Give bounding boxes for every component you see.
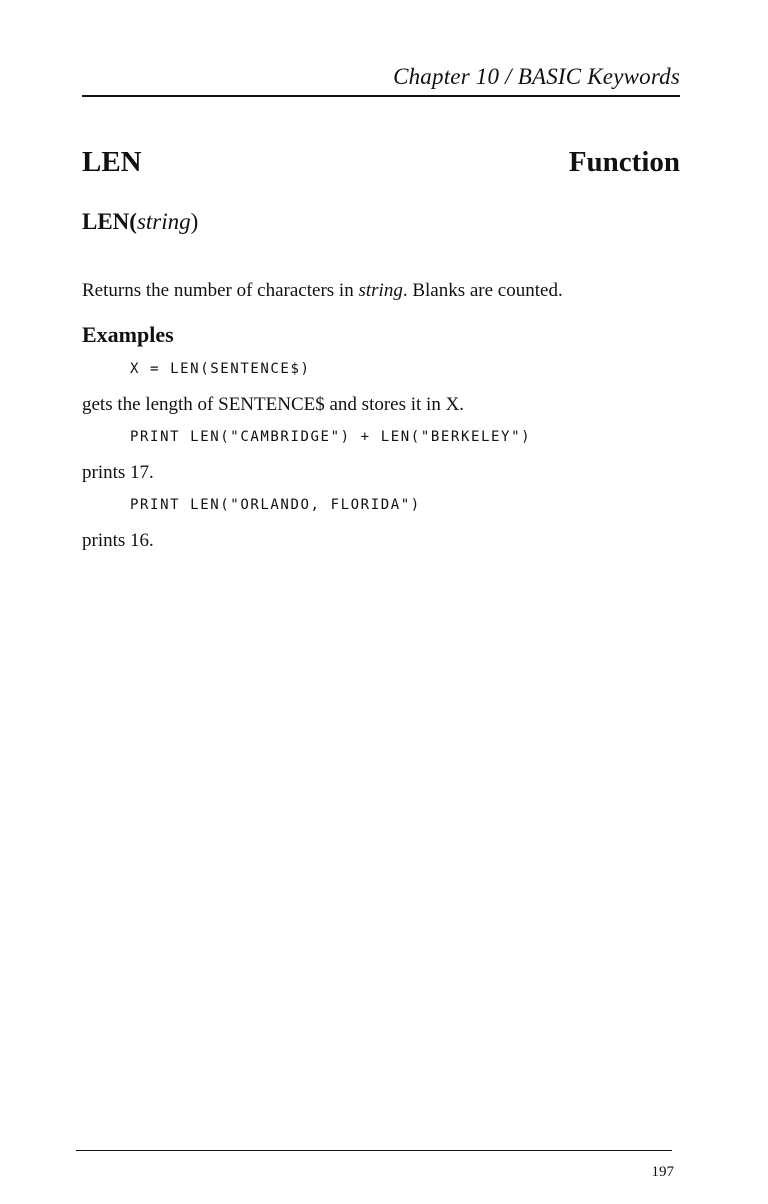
example-explanation-1: gets the length of SENTENCE$ and stores it in X. [82,394,465,415]
syntax-keyword: LEN( [82,209,137,234]
example-code-1: X = LEN(SENTENCE$) [130,361,311,377]
keyword-type: Function [568,146,680,178]
description-before: Returns the number of characters in [82,280,359,301]
page-number: 197 [651,1164,674,1180]
description-after: . Blanks are counted. [402,280,563,301]
syntax-line [82,209,198,235]
syntax-close: ) [190,209,199,234]
running-head: Chapter 10 / BASIC Keywords [393,64,680,89]
footer-rule [76,1150,672,1151]
example-code-3: PRINT LEN("ORLANDO, FLORIDA") [130,497,421,513]
examples-heading: Examples [82,322,174,347]
keyword-title: LEN [82,146,142,178]
example-code-2: PRINT LEN("CAMBRIDGE") + LEN("BERKELEY") [130,429,532,445]
example-explanation-2: prints 17. [82,462,154,483]
syntax-argument: string [136,209,191,234]
header-rule [82,95,680,97]
description [82,280,563,302]
example-explanation-3: prints 16. [82,530,154,551]
description-italic: string [358,280,403,301]
